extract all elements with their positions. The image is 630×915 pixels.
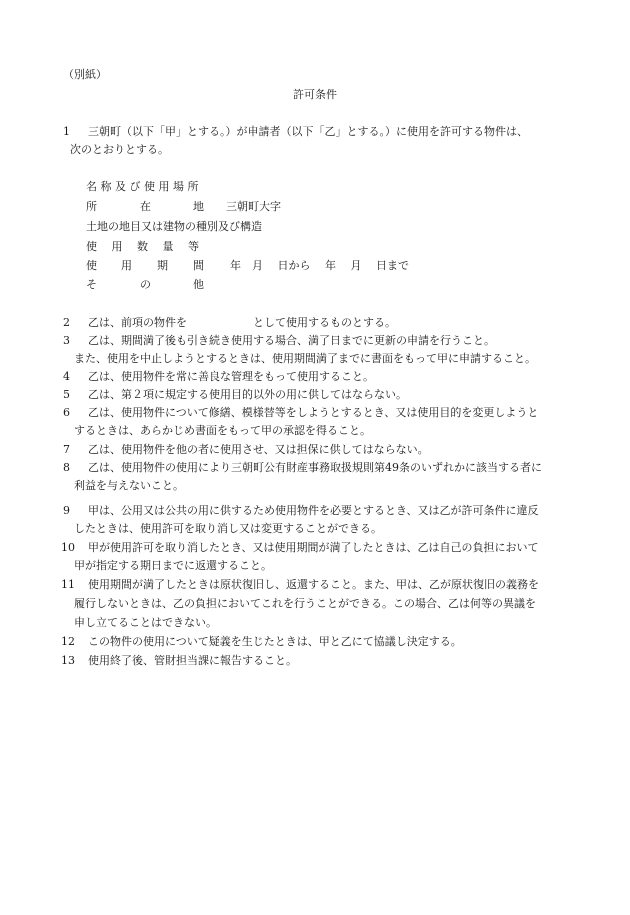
clause-3-line-1: 乙は、期間満了後も引き続き使用する場合、満了日までに更新の申請を行うこと。: [88, 334, 495, 347]
period-label-char-1: 使: [86, 259, 97, 272]
clause-7-number: 7: [63, 443, 70, 456]
other-label-char-3: 他: [193, 278, 204, 291]
attachment-label: （別紙）: [63, 68, 107, 81]
document-title: 許可条件: [293, 88, 337, 101]
clause-13-line-1: 使用終了後、管財担当課に報告すること。: [88, 654, 297, 667]
clause-13-number: 13: [61, 654, 75, 667]
clause-1-number: 1: [63, 125, 70, 138]
clause-10-line-1: 甲が使用許可を取り消したとき、又は使用期間が満了したときは、乙は自己の負担において: [88, 541, 539, 554]
other-label-char-1: そ: [86, 278, 97, 291]
period-label-char-2: 用: [121, 259, 132, 272]
clause-6-number: 6: [63, 406, 70, 419]
clause-5-line-1: 乙は、第２項に規定する使用目的以外の用に供してはならない。: [88, 388, 407, 401]
clause-9-line-1: 甲は、公用又は公共の用に供するため使用物件を必要とするとき、又は乙が許可条件に違反: [88, 504, 539, 517]
land-type-label: 土地の地目又は建物の種別及び構造: [86, 220, 262, 233]
clause-1-line-1: 三朝町（以下「甲」とする。）が申請者（以下「乙」とする。）に使用を許可する物件は、: [88, 125, 528, 138]
clause-6-line-1: 乙は、使用物件について修繕、模様替等をしようとするとき、又は使用目的を変更しようと: [88, 406, 539, 419]
clause-4-line-1: 乙は、使用物件を常に善良な管理をもって使用すること。: [88, 370, 374, 383]
clause-11-line-3: 申し立てることはできない。: [74, 616, 217, 629]
clause-11-line-2: 履行しないときは、乙の負担においてこれを行うことができる。この場合、乙は何等の異議を: [74, 597, 536, 610]
clause-7-line-1: 乙は、使用物件を他の者に使用させ、又は担保に供してはならない。: [88, 443, 429, 456]
period-label-char-3: 期: [157, 259, 168, 272]
clause-5-number: 5: [63, 388, 70, 401]
clause-3-number: 3: [63, 334, 70, 347]
location-value: 三朝町大字: [226, 200, 281, 213]
period-value: 年 月 日から 年 月 日まで: [230, 259, 409, 272]
property-name-label: 名 称 及 び 使 用 場 所: [86, 180, 199, 193]
clause-6-line-2: するときは、あらかじめ書面をもって甲の承認を得ること。: [74, 424, 371, 437]
location-label-char-2: 在: [140, 200, 151, 213]
clause-8-line-1: 乙は、使用物件の使用により三朝町公有財産事務取扱規則第49条のいずれかに該当する者に: [88, 461, 542, 474]
clause-12-line-1: この物件の使用について疑義を生じたときは、甲と乙にて協議し決定する。: [88, 635, 462, 648]
clause-10-line-2: 甲が指定する期日までに返還すること。: [74, 559, 272, 572]
clause-9-line-2: したときは、使用許可を取り消し又は変更することができる。: [74, 522, 382, 535]
clause-10-number: 10: [61, 541, 75, 554]
clause-11-line-1: 使用期間が満了したときは原状復旧し、返還すること。また、甲は、乙が原状復旧の義務を: [88, 578, 539, 591]
clause-9-number: 9: [63, 504, 70, 517]
usage-quantity-label: 使 用 数 量 等: [86, 240, 199, 253]
clause-8-line-2: 利益を与えないこと。: [74, 479, 184, 492]
clause-12-number: 12: [61, 635, 75, 648]
other-label-char-2: の: [140, 278, 151, 291]
clause-8-number: 8: [63, 461, 70, 474]
clause-1-line-2: 次のとおりとする。: [70, 143, 169, 156]
period-label-char-4: 間: [193, 259, 204, 272]
location-label-char-3: 地: [193, 200, 204, 213]
clause-2-line-1: 乙は、前項の物件を として使用するものとする。: [88, 316, 396, 329]
location-label-char-1: 所: [86, 200, 97, 213]
clause-3-line-2: また、使用を中止しようとするときは、使用期間満了までに書面をもって甲に申請すること。: [74, 352, 536, 365]
clause-2-number: 2: [63, 316, 70, 329]
clause-11-number: 11: [61, 578, 75, 591]
clause-4-number: 4: [63, 370, 70, 383]
